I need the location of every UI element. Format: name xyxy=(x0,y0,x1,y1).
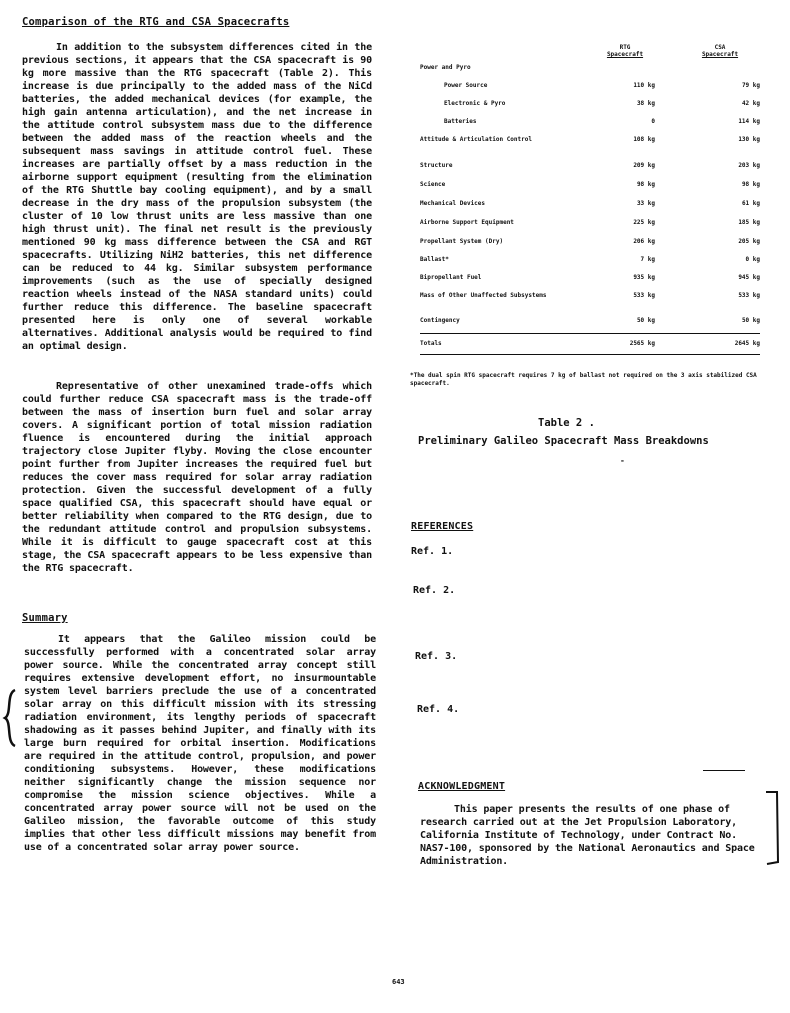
row-csa-value: 945 kg xyxy=(738,274,760,281)
table-row xyxy=(420,238,760,256)
row-csa-value: 130 kg xyxy=(738,136,760,143)
summary-heading: Summary xyxy=(22,612,68,624)
row-rtg-value: 50 kg xyxy=(636,317,655,324)
table-body xyxy=(420,64,760,355)
row-rtg-value: 98 kg xyxy=(636,181,655,188)
short-rule xyxy=(703,770,745,771)
row-label: Airborne Support Equipment xyxy=(420,219,514,226)
table-caption-number: Table 2 . xyxy=(538,417,595,429)
table-footnote: *The dual spin RTG spacecraft requires 7 kg of ballast not required on the 3 axis stabilized CSA spacecraft. xyxy=(410,372,757,387)
total-rtg-value: 2565 kg xyxy=(629,340,655,347)
references-heading: REFERENCES xyxy=(411,521,474,532)
row-csa-value: 533 kg xyxy=(738,292,760,299)
row-csa-value: 185 kg xyxy=(738,219,760,226)
col-header-rtg-line1: RTG xyxy=(619,44,631,51)
row-rtg-value: 38 kg xyxy=(636,100,655,107)
row-label: Electronic & Pyro xyxy=(444,100,506,107)
row-csa-value: 79 kg xyxy=(741,82,760,89)
row-rtg-value: 7 kg xyxy=(640,256,655,263)
margin-bracket-left xyxy=(2,688,18,748)
col-header-rtg xyxy=(595,44,655,58)
row-csa-value: 61 kg xyxy=(741,200,760,207)
total-label: Totals xyxy=(420,340,442,347)
table-row xyxy=(420,82,760,100)
table-row xyxy=(420,317,760,333)
reference-1: Ref. 1. xyxy=(411,546,454,557)
reference-3: Ref. 3. xyxy=(415,651,458,662)
acknowledgment-heading: ACKNOWLEDGMENT xyxy=(418,781,506,792)
row-csa-value: 203 kg xyxy=(738,162,760,169)
table-row xyxy=(420,292,760,317)
group-label: Power and Pyro xyxy=(420,64,471,71)
total-csa-value: 2645 kg xyxy=(734,340,760,347)
row-label: Propellant System (Dry) xyxy=(420,238,504,245)
section-paragraph-2: Representative of other unexamined trade-offs which could further reduce CSA spacecraft mass is the trade-off between the mass of insertion burn fuel and solar array covers. A significant portion of total mission radiation fluence is encountered during the initial approach trajectory close Jupiter flyby. Moving the close encounter point further from Jupiter increases the required fuel but reduces the cover mass required for solar array radiation protection. Given the successful development of a fully space qualified CSA, this spacecraft should have equal or better reliability when compared to the RTG design, due to the redundant attitude control and propulsion subsystems. While it is difficult to gauge spacecraft cost at this stage, the CSA spacecraft appears to be less expensive than the RTG spacecraft. xyxy=(22,381,372,574)
table-caption-title: Preliminary Galileo Spacecraft Mass Breakdowns xyxy=(418,435,709,447)
row-rtg-value: 209 kg xyxy=(633,162,655,169)
row-csa-value: 114 kg xyxy=(738,118,760,125)
row-rtg-value: 110 kg xyxy=(633,82,655,89)
table-header xyxy=(420,44,760,64)
table-row xyxy=(420,200,760,219)
row-label: Ballast* xyxy=(420,256,449,263)
col-header-csa xyxy=(690,44,750,58)
table-row xyxy=(420,118,760,136)
table-row-total xyxy=(420,340,760,354)
col-header-rtg-line2: Spacecraft xyxy=(606,51,644,58)
row-csa-value: 50 kg xyxy=(741,317,760,324)
section-heading: Comparison of the RTG and CSA Spacecrafts xyxy=(22,16,290,28)
stray-mark: - xyxy=(620,456,625,465)
margin-bracket-right xyxy=(764,790,784,866)
row-label: Power Source xyxy=(444,82,488,89)
section-paragraph-1: In addition to the subsystem differences cited in the previous sections, it appears that the CSA spacecraft is 90 kg more massive than the RTG spacecraft (Table 2). This increase is due principally to the added mass of the NiCd batteries, the added mechanical devices (for example, the high gain antenna articulation), and the net increase in the attitude control subsystem mass due to the difference between the added mass of the reaction wheels and the subsequent mass savings in attitude control fuel. These increases are partially offset by a mass reduction in the airborne support equipment (resulting from the elimination of the RTG Shuttle bay cooling equipment), and by a small decrease in the dry mass of the propulsion subsystem (the cluster of 10 low thrust units are less massive than one high thrust unit). The final net result is the previously mentioned 90 kg mass difference between the CSA and RGT spacecrafts. Utilizing NiH2 batteries, this net difference can be reduced to 44 kg. Similar subsystem performance improvements (such as the use of specially designed reaction wheels instead of the NASA standard units) could further reduce this difference. The baseline spacecraft presented here is only one of several workable alternatives. Additional analysis would be required to find an optimal design. xyxy=(22,42,372,352)
table-row xyxy=(420,181,760,200)
row-rtg-value: 33 kg xyxy=(636,200,655,207)
row-label: Science xyxy=(420,181,446,188)
reference-4: Ref. 4. xyxy=(417,704,460,715)
row-rtg-value: 0 xyxy=(651,118,655,125)
row-rtg-value: 225 kg xyxy=(633,219,655,226)
row-csa-value: 205 kg xyxy=(738,238,760,245)
row-csa-value: 0 kg xyxy=(745,256,760,263)
table-total-rule xyxy=(420,333,760,334)
table-row-group xyxy=(420,64,760,82)
table-row xyxy=(420,162,760,181)
table-row xyxy=(420,100,760,118)
page-number: 643 xyxy=(392,978,405,986)
row-rtg-value: 533 kg xyxy=(633,292,655,299)
mass-table xyxy=(420,44,760,355)
row-rtg-value: 108 kg xyxy=(633,136,655,143)
col-header-csa-line2: Spacecraft xyxy=(701,51,739,58)
row-csa-value: 98 kg xyxy=(741,181,760,188)
table-row xyxy=(420,219,760,238)
row-label: Mass of Other Unaffected Subsystems xyxy=(420,292,547,299)
row-label: Bipropellant Fuel xyxy=(420,274,482,281)
acknowledgment-paragraph: This paper presents the results of one phase of research carried out at the Jet Propulsion Laboratory, California Institute of Technology, under Contract No. NAS7-100, sponsored by the National Aeronautics and Space Administration. xyxy=(420,804,755,867)
reference-2: Ref. 2. xyxy=(413,585,456,596)
row-label: Attitude & Articulation Control xyxy=(420,136,532,143)
row-label: Structure xyxy=(420,162,453,169)
row-csa-value: 42 kg xyxy=(741,100,760,107)
row-label: Batteries xyxy=(444,118,477,125)
row-label: Mechanical Devices xyxy=(420,200,486,207)
row-label: Contingency xyxy=(420,317,460,324)
row-rtg-value: 935 kg xyxy=(633,274,655,281)
table-bottom-rule xyxy=(420,354,760,355)
summary-paragraph: It appears that the Galileo mission could be successfully performed with a concentrated solar array power source. While the concentrated array concept still requires extensive development effort, no insurmountable system level barriers preclude the use of a concentrated solar array on this difficult mission with its stressing radiation environment, its lengthy periods of spacecraft shadowing as it passes behind Jupiter, and finally with its large burn required for orbital insertion. Modifications are required in the attitude control, propulsion, and power conditioning subsystems. However, these modifications neither significantly change the mission sequence nor compromise the mission science objectives. While a concentrated array power source will not be used on the Galileo mission, the favorable outcome of this study implies that other less difficult missions may benefit from use of a concentrated solar array power source. xyxy=(24,634,376,853)
col-header-csa-line1: CSA xyxy=(714,44,726,51)
table-row xyxy=(420,136,760,162)
table-row xyxy=(420,256,760,274)
row-rtg-value: 206 kg xyxy=(633,238,655,245)
table-row xyxy=(420,274,760,292)
